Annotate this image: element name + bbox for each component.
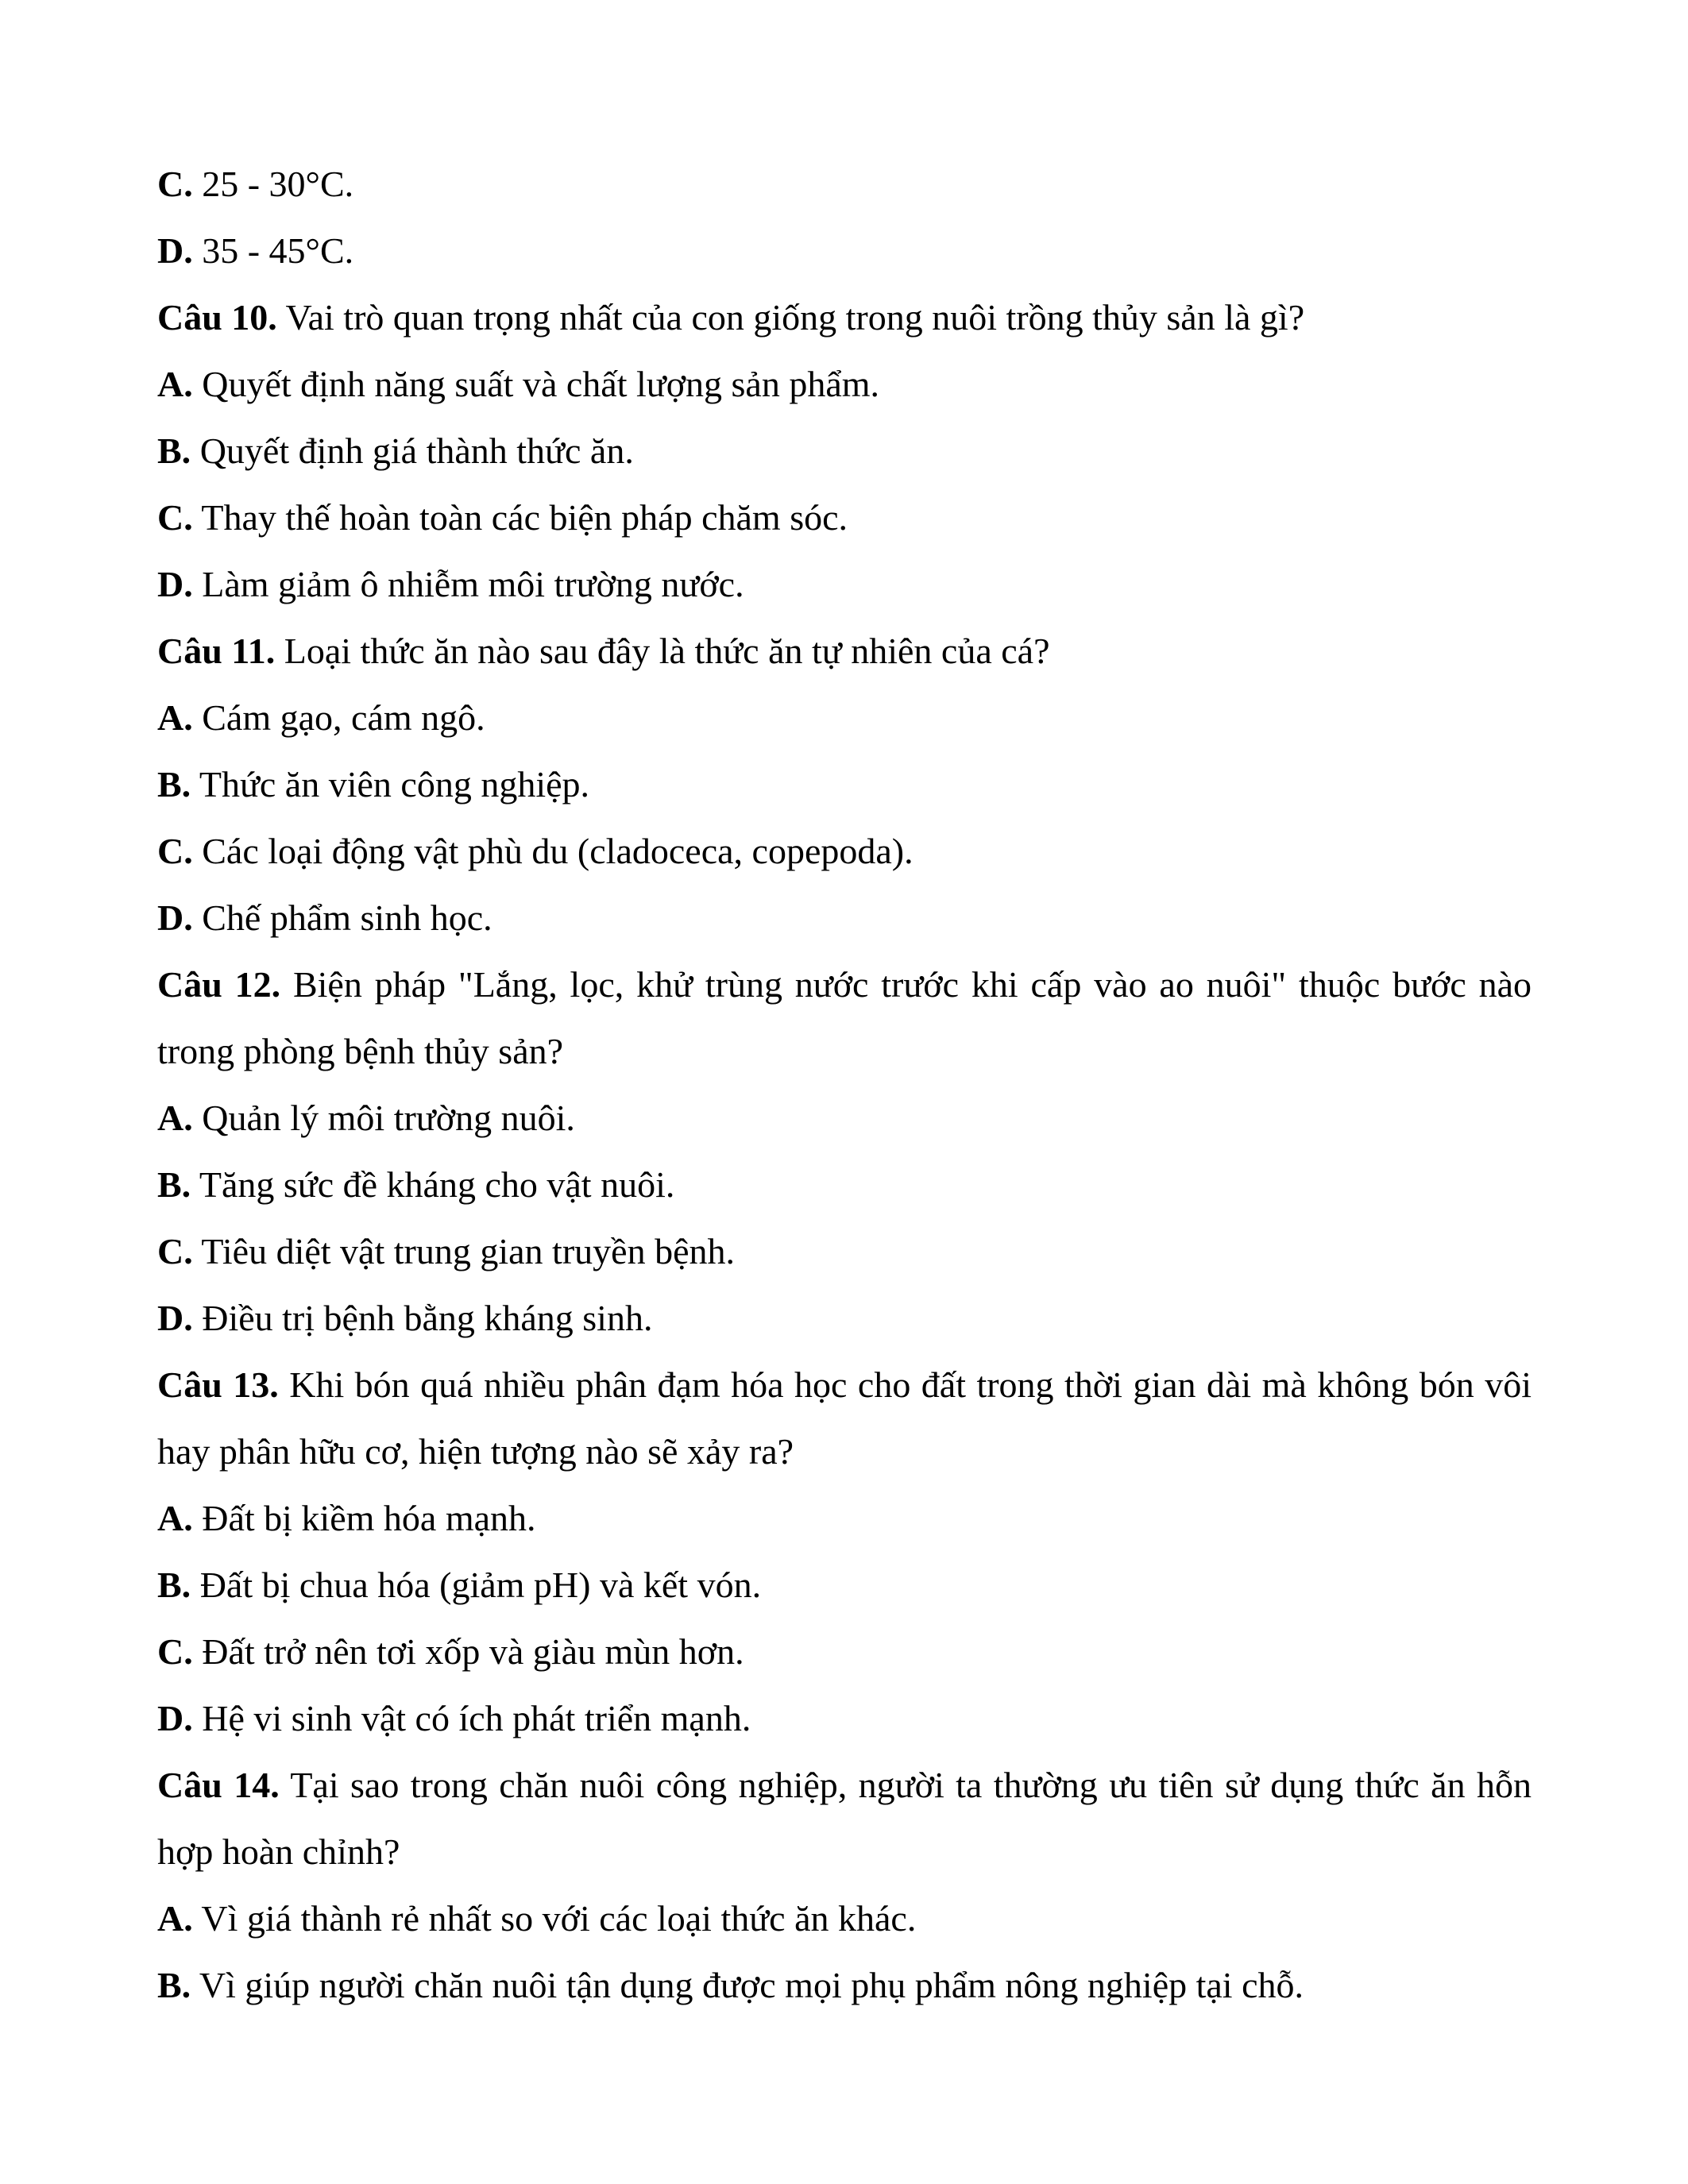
option-text: 25 - 30°C.: [192, 164, 354, 204]
option-a: [157, 1485, 1532, 1552]
option-label: D.: [157, 1698, 193, 1738]
question-label: Câu 13.: [157, 1364, 279, 1405]
option-text: Tiêu diệt vật trung gian truyền bệnh.: [192, 1231, 735, 1271]
question-text: Tại sao trong chăn nuôi công nghiệp, người ta thường ưu tiên sử dụng thức ăn hỗn hợp hoàn chỉnh?: [157, 1765, 1532, 1872]
option-label: C.: [157, 164, 193, 204]
option-label: D.: [157, 1298, 193, 1338]
option-label: B.: [157, 764, 191, 805]
option-text: Cám gạo, cám ngô.: [192, 697, 485, 738]
option-text: Đất trở nên tơi xốp và giàu mùn hơn.: [192, 1631, 744, 1672]
question-12: [157, 951, 1532, 1085]
option-text: Làm giảm ô nhiễm môi trường nước.: [192, 564, 744, 604]
option-d: [157, 551, 1532, 618]
option-text: Thay thế hoàn toàn các biện pháp chăm sóc.: [192, 497, 848, 538]
option-a: [157, 1885, 1532, 1952]
question-text: Loại thức ăn nào sau đây là thức ăn tự nhiên của cá?: [275, 631, 1050, 671]
option-text: Vì giúp người chăn nuôi tận dụng được mọi phụ phẩm nông nghiệp tại chỗ.: [191, 1965, 1304, 2005]
option-text: 35 - 45°C.: [192, 230, 354, 271]
option-text: Các loại động vật phù du (cladoceca, copepoda).: [192, 831, 914, 871]
option-c: [157, 151, 1532, 218]
question-13: [157, 1352, 1532, 1485]
option-b: [157, 1952, 1532, 2019]
question-10: [157, 284, 1532, 351]
option-label: D.: [157, 230, 193, 271]
option-c: [157, 484, 1532, 551]
option-b: [157, 751, 1532, 818]
option-d: [157, 1285, 1532, 1352]
question-label: Câu 11.: [157, 631, 276, 671]
option-b: [157, 418, 1532, 484]
option-label: A.: [157, 364, 193, 404]
option-d: [157, 885, 1532, 951]
option-text: Vì giá thành rẻ nhất so với các loại thức ăn khác.: [192, 1898, 917, 1939]
option-text: Đất bị kiềm hóa mạnh.: [192, 1498, 536, 1538]
option-label: C.: [157, 1231, 193, 1271]
option-c: [157, 818, 1532, 885]
option-a: [157, 685, 1532, 751]
option-label: D.: [157, 564, 193, 604]
question-text: Vai trò quan trọng nhất của con giống trong nuôi trồng thủy sản là gì?: [276, 297, 1305, 338]
question-label: Câu 14.: [157, 1765, 280, 1805]
document-page: [157, 151, 1532, 2019]
option-label: C.: [157, 1631, 193, 1672]
option-text: Điều trị bệnh bằng kháng sinh.: [192, 1298, 653, 1338]
option-d: [157, 1685, 1532, 1752]
question-text: Biện pháp "Lắng, lọc, khử trùng nước trước khi cấp vào ao nuôi" thuộc bước nào trong phòng bệnh thủy sản?: [157, 964, 1532, 1071]
option-label: C.: [157, 497, 193, 538]
option-text: Chế phẩm sinh học.: [192, 897, 492, 938]
option-label: A.: [157, 1898, 193, 1939]
option-text: Tăng sức đề kháng cho vật nuôi.: [191, 1164, 675, 1205]
option-label: A.: [157, 697, 193, 738]
option-label: D.: [157, 897, 193, 938]
option-text: Quản lý môi trường nuôi.: [192, 1098, 575, 1138]
option-label: A.: [157, 1498, 193, 1538]
option-b: [157, 1152, 1532, 1218]
option-label: B.: [157, 1565, 191, 1605]
option-label: B.: [157, 1164, 191, 1205]
option-a: [157, 1085, 1532, 1152]
option-d: [157, 218, 1532, 284]
question-11: [157, 618, 1532, 685]
question-text: Khi bón quá nhiều phân đạm hóa học cho đất trong thời gian dài mà không bón vôi hay phân hữu cơ, hiện tượng nào sẽ xảy ra?: [157, 1364, 1532, 1472]
option-text: Quyết định năng suất và chất lượng sản phẩm.: [192, 364, 880, 404]
option-text: Đất bị chua hóa (giảm pH) và kết vón.: [191, 1565, 762, 1605]
option-c: [157, 1218, 1532, 1285]
option-a: [157, 351, 1532, 418]
option-text: Thức ăn viên công nghiệp.: [191, 764, 590, 805]
option-label: A.: [157, 1098, 193, 1138]
option-label: B.: [157, 1965, 191, 2005]
option-label: C.: [157, 831, 193, 871]
option-text: Hệ vi sinh vật có ích phát triển mạnh.: [192, 1698, 751, 1738]
question-label: Câu 10.: [157, 297, 277, 338]
option-c: [157, 1619, 1532, 1685]
question-label: Câu 12.: [157, 964, 281, 1005]
question-14: [157, 1752, 1532, 1885]
option-b: [157, 1552, 1532, 1619]
option-text: Quyết định giá thành thức ăn.: [191, 430, 634, 471]
option-label: B.: [157, 430, 191, 471]
